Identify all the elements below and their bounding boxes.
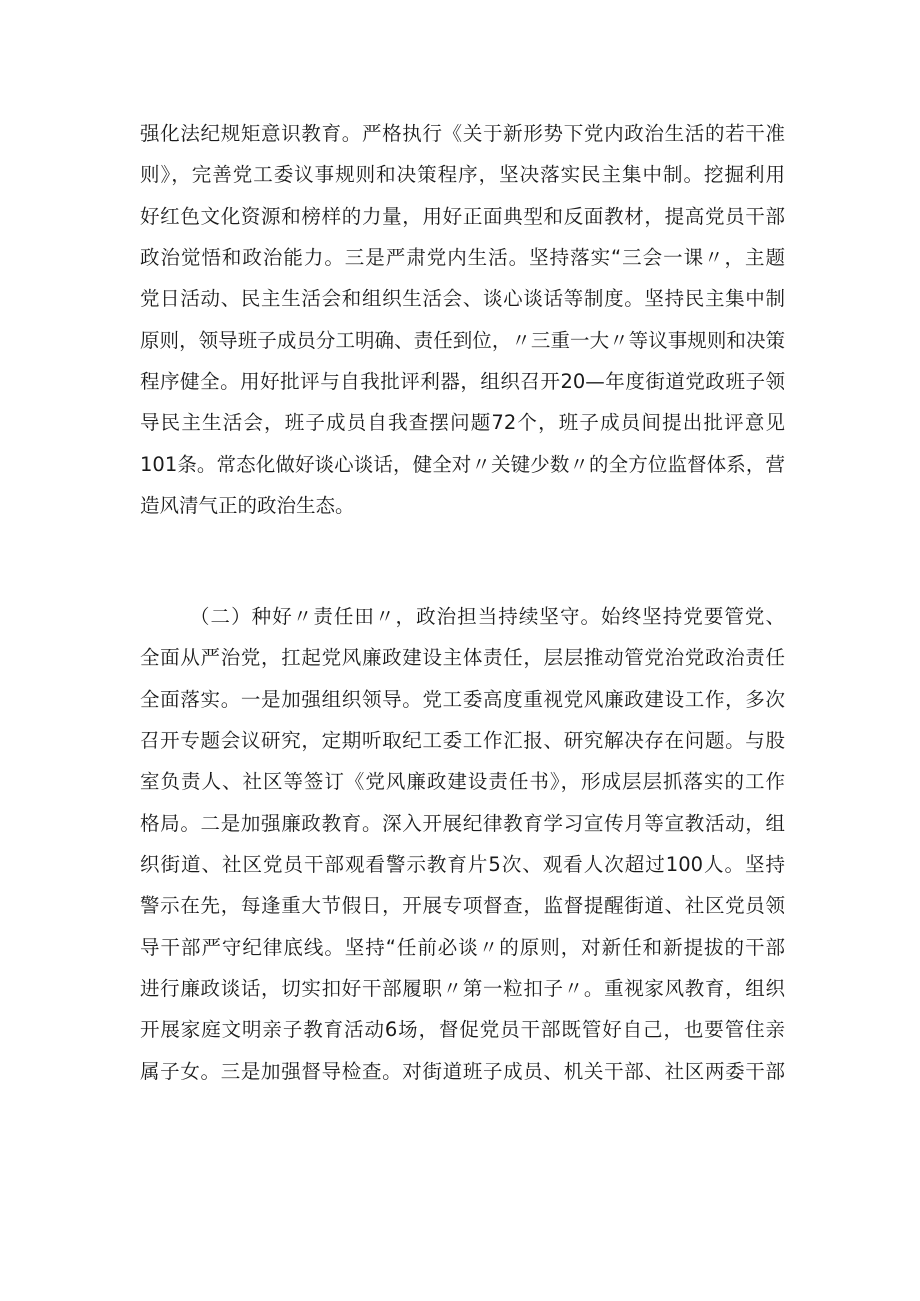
text-line: 导民主生活会，班子成员自我查摆问题72个，班子成员间提出批评意见 — [140, 411, 785, 435]
text-line: 属子女。三是加强督导检查。对街道班子成员、机关干部、社区两委干部 — [140, 1059, 785, 1083]
paragraph-2 — [140, 596, 785, 1092]
text-line: 导干部严守纪律底线。坚持“任前必谈〃的原则，对新任和新提拔的干部 — [140, 935, 785, 959]
text-line: 开展家庭文明亲子教育活动6场，督促党员干部既管好自己，也要管住亲 — [140, 1018, 785, 1042]
text-line: 织街道、社区党员干部观看警示教育片5次、观看人次超过100人。坚持 — [140, 853, 785, 877]
text-line: 好红色文化资源和榜样的力量，用好正面典型和反面教材，提高党员干部 — [140, 204, 785, 228]
text-line: 101条。常态化做好谈心谈话，健全对〃关键少数〃的全方位监督体系，营 — [140, 452, 785, 476]
text-line: 全面从严治党，扛起党风廉政建设主体责任，层层推动管党治党政治责任 — [140, 646, 785, 670]
text-line: 原则，领导班子成员分工明确、责任到位，〃三重一大〃等议事规则和决策 — [140, 328, 785, 352]
text-line: 造风清气正的政治生态。 — [140, 494, 355, 518]
text-line: 进行廉政谈话，切实扣好干部履职〃第一粒扣子〃。重视家风教育，组织 — [140, 977, 785, 1001]
text-line: 召开专题会议研究，定期听取纪工委工作汇报、研究解决存在问题。与股 — [140, 729, 785, 753]
text-line: 强化法纪规矩意识教育。严格执行《关于新形势下党内政治生活的若干准 — [140, 122, 785, 145]
text-line: 党日活动、民主生活会和组织生活会、谈心谈话等制度。坚持民主集中制 — [140, 287, 785, 311]
text-line: 政治觉悟和政治能力。三是严肃党内生活。坚持落实“三会一课〃，主题 — [140, 246, 785, 270]
paragraph-1 — [140, 113, 785, 526]
text-line: 程序健全。用好批评与自我批评利器，组织召开20—年度街道党政班子领 — [140, 370, 785, 394]
text-line: 则》，完善党工委议事规则和决策程序，坚决落实民主集中制。挖掘利用 — [140, 163, 785, 187]
text-line: 格局。二是加强廉政教育。深入开展纪律教育学习宣传月等宣教活动，组 — [140, 811, 785, 835]
text-line: 室负责人、社区等签订《党风廉政建设责任书》，形成层层抓落实的工作 — [140, 770, 785, 794]
text-line: （二）种好〃责任田〃，政治担当持续坚守。始终坚持党要管党、 — [190, 605, 785, 628]
text-line: 全面落实。一是加强组织领导。党工委高度重视党风廉政建设工作，多次 — [140, 687, 785, 711]
text-line: 警示在先，每逢重大节假日，开展专项督查，监督提醒街道、社区党员领 — [140, 894, 785, 918]
